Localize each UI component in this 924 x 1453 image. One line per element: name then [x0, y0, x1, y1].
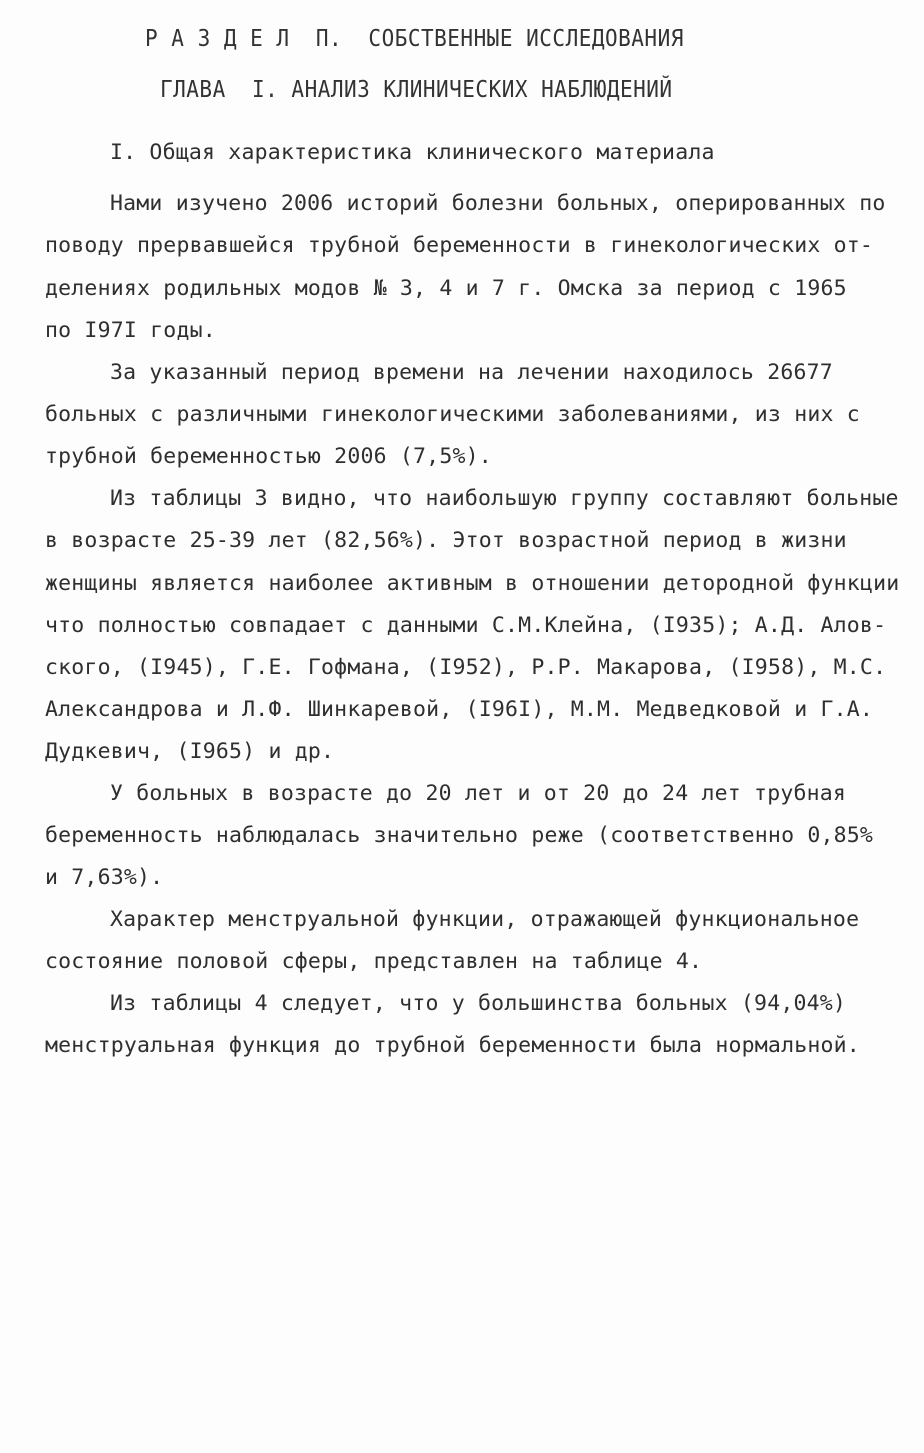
- paragraph-line: состояние половой сферы, представлен на таблице 4.: [45, 949, 703, 974]
- paragraph-line: делениях родильных модов № 3, 4 и 7 г. Омска за период с 1965: [45, 276, 847, 301]
- paragraph-line: что полностью совпадает с данными С.М.Клейна, (I935); А.Д. Алов-: [45, 613, 887, 638]
- section-heading: Р А З Д Е Л П. СОБСТВЕННЫЕ ИССЛЕДОВАНИЯ: [145, 25, 684, 52]
- subsection-heading: I. Общая характеристика клинического материала: [110, 140, 715, 165]
- paragraph-line: в возрасте 25-39 лет (82,56%). Этот возрастной период в жизни: [45, 528, 847, 553]
- paragraph-line: Александрова и Л.Ф. Шинкаревой, (I96I), М.М. Медведковой и Г.А.: [45, 697, 874, 722]
- paragraph-line: Из таблицы 3 видно, что наибольшую группу составляют больные: [110, 486, 899, 511]
- paragraph-line: Нами изучено 2006 историй болезни больных, оперированных по: [110, 191, 886, 216]
- paragraph-line: беременность наблюдалась значительно реже (соответственно 0,85%: [45, 823, 874, 848]
- paragraph-line: по I97I годы.: [45, 318, 216, 343]
- paragraph-line: За указанный период времени на лечении находилось 26677: [110, 360, 833, 385]
- paragraph-line: менструальная функция до трубной беременности была нормальной.: [45, 1033, 860, 1058]
- paragraph-line: больных с различными гинекологическими заболеваниями, из них с: [45, 402, 860, 427]
- paragraph-line: ского, (I945), Г.Е. Гофмана, (I952), Р.Р. Макарова, (I958), М.С.: [45, 655, 887, 680]
- paragraph-line: трубной беременностью 2006 (7,5%).: [45, 444, 492, 469]
- paragraph-line: женщины является наиболее активным в отношении детородной функции: [45, 571, 900, 596]
- paragraph-line: Из таблицы 4 следует, что у большинства больных (94,04%): [110, 991, 847, 1016]
- paragraph-line: поводу прервавшейся трубной беременности в гинекологических от-: [45, 233, 874, 258]
- paragraph-line: Дудкевич, (I965) и др.: [45, 739, 335, 764]
- paragraph-line: и 7,63%).: [45, 865, 164, 890]
- paragraph-line: У больных в возрасте до 20 лет и от 20 до 24 лет трубная: [110, 781, 847, 806]
- paragraph-line: Характер менструальной функции, отражающей функциональное: [110, 907, 860, 932]
- chapter-heading: ГЛАВА I. АНАЛИЗ КЛИНИЧЕСКИХ НАБЛЮДЕНИЙ: [160, 76, 673, 103]
